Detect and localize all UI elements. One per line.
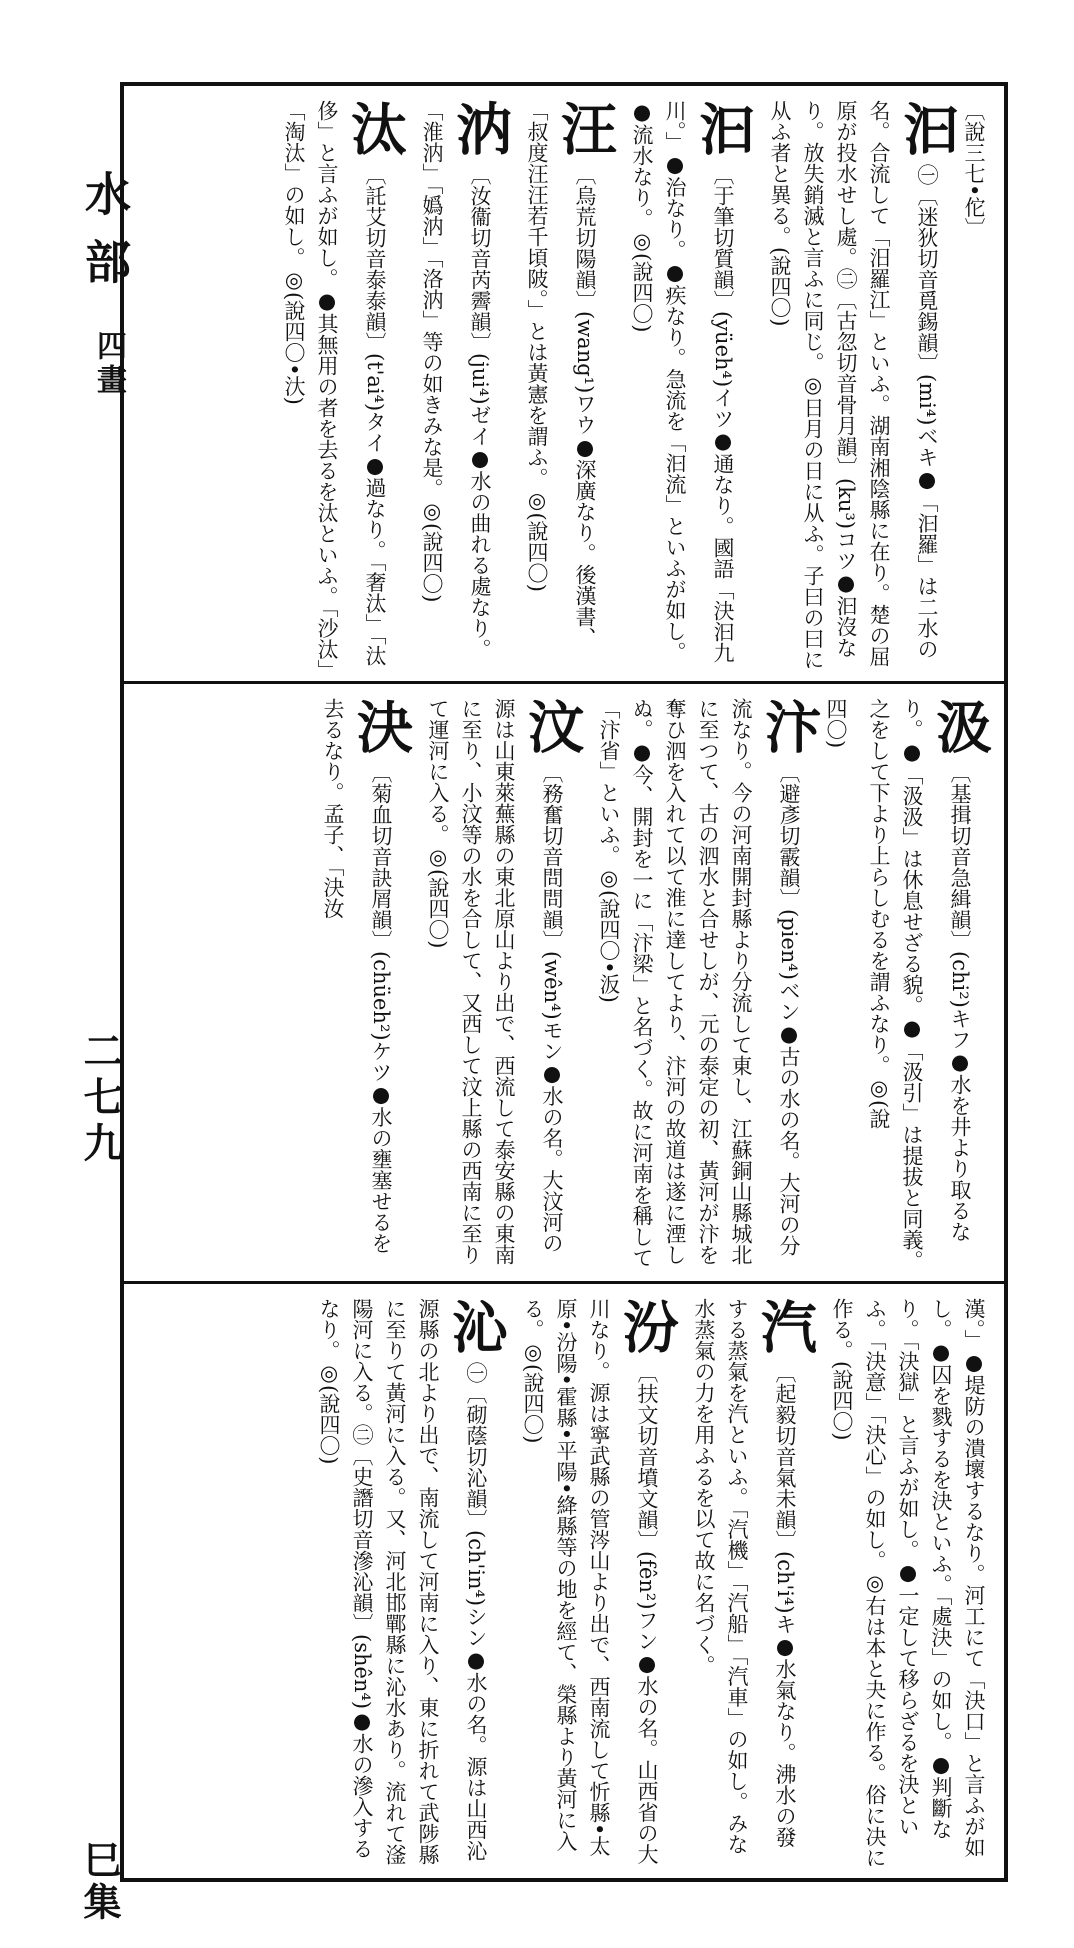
- entry-text: 〔避彥切霰韻〕(pien⁴)ベン●古の水の名。大河の分流なり。今の河南開封縣より分流して東し、江蘇銅山縣城北に至つて、古の泗水と合せしが、元の泰定の初、黃河が汴を奪ひ泗を入れて以て淮に達してより、汴河の故道は遂に湮しぬ。●今、開封を一に「汴梁」と名づく。故に河南を稱して「汴省」といふ。◎(說四〇•汳): [597, 698, 801, 1268]
- entry-text: 〔烏荒切陽韻〕(wang¹)ワウ●深廣なり。後漢書、「叔度汪汪若千頃陂。」とは黃憲を謂ふ。◎(說四〇): [525, 100, 597, 649]
- headword: 汶: [519, 698, 585, 754]
- entry-text: 〔託艾切音泰泰韻〕(t'ai⁴)タイ●過なり。「奢汰」「汰侈」と言ふが如し。●其無用の者を去るを汰といふ。「沙汰」「淘汰」の如し。◎(說四〇•汏): [282, 100, 387, 670]
- dictionary-entry: [421, 698, 585, 1271]
- entry-text: 〔務奮切音問問韻〕(wên⁴)モン●水の名。大汶河の源は山東萊蕪縣の東北原山より出で、西流して泰安縣の東南に至り、小汶等の水を合して、又西して汶上縣の西南に至りて運河に入る。◎(說四〇): [426, 698, 564, 1265]
- radical-label: 水部: [78, 170, 132, 306]
- entry-text: ㊀〔砌蔭切沁韻〕(ch'in⁴)シン●水の名。源は山西沁源縣の北より出で、南流して河南に入り、東に折れて武陟縣に至りて黃河に入る。又、河北邯鄲縣に沁水あり。流れて滏陽河に入る。㊁〔史譖切音滲沁韻〕(shên⁴)●水の滲入するなり。◎(說四〇): [317, 1298, 488, 1865]
- dictionary-entry: [316, 698, 414, 1271]
- entry-text: 〔于筆切質韻〕(yüeh⁴)イツ●通なり。國語「決汩九川。」●治なり。●疾なり。急流を「汩流」といふが如し。●流水なり。◎(說四〇): [630, 100, 735, 664]
- headword: 決: [348, 698, 414, 754]
- band-middle: [124, 681, 1004, 1281]
- entry-text: 〔扶文切音墳文韻〕(fên²)フン●水の名。山西省の大川なり。源は寧武縣の管涔山より出で、西南流して忻縣•太原•汾陽•霍縣•平陽•絳縣等の地を經て、榮縣より黃河に入る。◎(說四〇): [521, 1298, 659, 1865]
- page-frame: [120, 82, 1008, 1882]
- dictionary-entry: [516, 1298, 680, 1868]
- page-number: 二七九: [77, 1030, 124, 1168]
- band-bottom: [124, 1281, 1004, 1878]
- entry-text: 〔基揖切音急緝韻〕(chi²)キフ●水を井より取るなり。●「汲汲」は休息せざる貌。●「汲引」は提拔と同義。之をして下より上らしむるを謂ふなり。◎(說: [867, 698, 972, 1271]
- headword: 汩: [894, 100, 960, 156]
- dictionary-entry: [415, 100, 513, 671]
- stroke-count-label: 四畫: [91, 330, 126, 398]
- entry-text: 漢。」●堤防の潰壞するなり。河工にて「決口」と言ふが如し。●囚を戮するを決といふ。「處決」の如し。●判斷なり。「決獄」と言ふが如し。●一定して移らざるを決といふ。「決意」「決心」の如し。◎右は本と夬に作る。俗に决に作る。(說四〇): [830, 1298, 986, 1868]
- headword: 汽: [752, 1298, 818, 1354]
- dictionary-entry: [277, 100, 408, 671]
- dictionary-entry-continued: [825, 1298, 990, 1868]
- dictionary-entry: [862, 698, 993, 1271]
- dictionary-entry: [592, 698, 822, 1271]
- headword: 汰: [342, 100, 408, 156]
- dictionary-entry: [520, 100, 618, 671]
- entry-text: 〔起毅切音氣未韻〕(ch'i⁴)キ●水氣なり。沸水の發する蒸氣を汽といふ。「汽機」「汽船」「汽車」の如し。みな水蒸氣の力を用ふるを以て故に名づく。: [692, 1298, 797, 1855]
- band-note: 四〇): [824, 698, 848, 749]
- headword: 汲: [927, 698, 993, 754]
- band-note: 〔說三七•佗〕: [962, 100, 986, 239]
- entry-text: 〔菊血切音訣屑韻〕(chüeh²)ケツ●水の壅塞せるを去るなり。孟子、「決汝: [321, 698, 393, 1254]
- dictionary-entry: [687, 1298, 818, 1868]
- dictionary-entry: [625, 100, 756, 671]
- headword: 汪: [552, 100, 618, 156]
- dictionary-entry: [312, 1298, 509, 1868]
- dictionary-entry: [763, 100, 960, 671]
- headword: 汾: [614, 1298, 680, 1354]
- headword: 汴: [756, 698, 822, 754]
- entry-text: ㊀〔迷狄切音覓錫韻〕(mi⁴)ベキ●「汩羅」は二水の名。合流して「汨羅江」といふ。湖南湘陰縣に在り。楚の屈原が投水せし處。㊁〔古忽切音骨月韻〕(ku³)コツ●汩沒なり。放失銷滅と言ふに同じ。◎日月の日に从ふ。子曰の曰に从ふ者と異る。(說四〇): [768, 100, 939, 670]
- headword: 沁: [443, 1298, 509, 1354]
- headword: 汩: [690, 100, 756, 156]
- volume-label: 巳集: [77, 1840, 122, 1924]
- band-top: [124, 86, 1004, 681]
- entry-text: 〔汝衞切音芮霽韻〕(jui⁴)ゼイ●水の曲れる處なり。「淮汭」「嬀汭」「洛汭」等の如きみな是。◎(說四〇): [420, 100, 492, 660]
- headword: 汭: [447, 100, 513, 156]
